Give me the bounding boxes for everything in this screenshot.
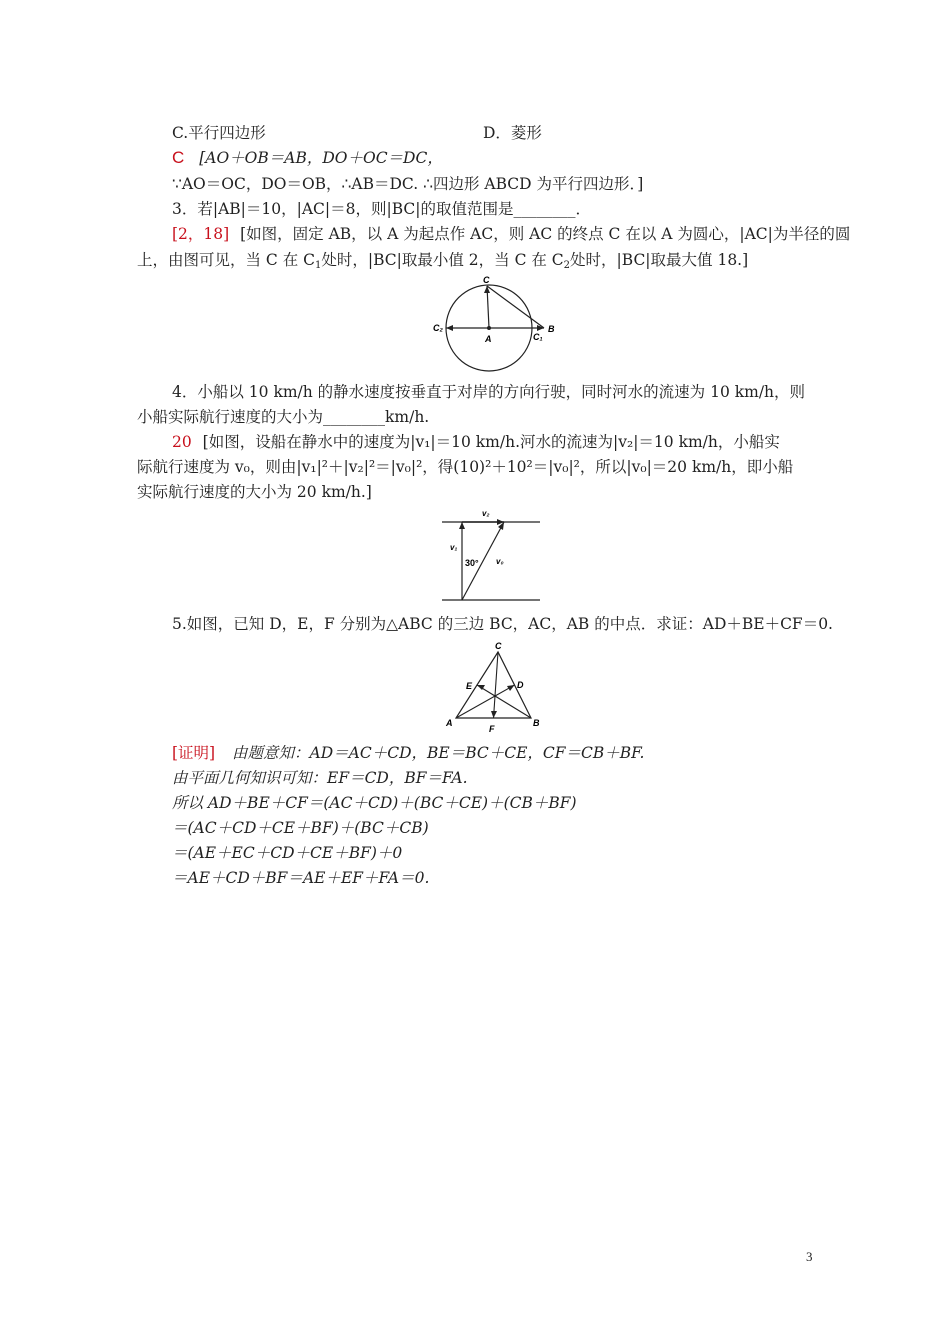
q3-circle-figure	[425, 272, 565, 376]
arrow-c2	[446, 325, 453, 331]
q4-explain1: [如图，设船在静水中的速度为|v₁|＝10 km/h.河水的流速为|v₂|＝10 km/h，小船实	[202, 433, 780, 451]
proof-line-3: 所以 AD＋BE＋CF＝(AC＋CD)＋(BC＋CE)＋(CB＋BF)	[172, 794, 577, 812]
q5-triangle-figure	[440, 640, 550, 736]
proof-line-4: ＝(AC＋CD＋CE＋BF)＋(BC＋CB)	[172, 819, 429, 837]
proof-line1-text: 由题意知：AD＝AC＋CD，BE＝BC＋CE，CF＝CB＋BF.	[232, 744, 645, 762]
proof-line-6: ＝AE＋CD＋BF＝AE＋EF＋FA＝0.	[172, 869, 430, 887]
q4-explain-line1	[172, 432, 780, 452]
label-e: E	[466, 681, 473, 691]
q3-stem: 3．若|AB|＝10，|AC|＝8，则|BC|的取值范围是________．	[172, 200, 591, 218]
median-cf	[494, 652, 499, 718]
q3-explain2-a: 上，由图可见，当 C 在 C	[137, 251, 316, 269]
label-a: A	[485, 334, 492, 344]
point-a	[487, 326, 491, 330]
proof-line-2: 由平面几何知识可知：EF＝CD，BF＝FA.	[172, 769, 468, 787]
arrow-f	[491, 711, 497, 718]
q3-answer: [2，18]	[172, 225, 230, 243]
label-c2: C₂	[433, 323, 443, 333]
q4-stem-line1: 4．小船以 10 km/h 的静水速度按垂直于对岸的方向行驶，同时河水的流速为 10 km/h，则	[172, 383, 806, 401]
q4-velocity-figure	[440, 506, 544, 604]
q4-stem-line2: 小船实际航行速度的大小为________km/h.	[137, 408, 430, 426]
q3-sub2: 2	[563, 260, 571, 271]
q3-explain-line1	[172, 224, 850, 244]
option-d: D．菱形	[483, 124, 542, 142]
q3-explain2-c: 处时，|BC|取最大值 18.]	[570, 251, 749, 269]
label-f: F	[489, 724, 495, 734]
label-v2: v₂	[482, 509, 490, 518]
label-b: B	[533, 718, 540, 728]
label-v0: v₀	[496, 557, 504, 566]
option-c: C.平行四边形	[172, 124, 266, 142]
page-number: 3	[806, 1249, 813, 1264]
proof-line-5: ＝(AE＋EC＋CD＋CE＋BF)＋0	[172, 844, 403, 862]
label-c1: C₁	[533, 332, 543, 342]
q2-answer	[172, 148, 443, 168]
label-c: C	[483, 275, 490, 285]
label-c: C	[495, 641, 502, 651]
q2-answer-letter: C	[172, 148, 185, 167]
label-angle: 30°	[465, 558, 479, 568]
proof-tag: [证明]	[172, 744, 216, 762]
proof-line-1	[172, 743, 644, 763]
q2-answer-line1: [AO＋OB＝AB，DO＋OC＝DC，	[199, 149, 443, 167]
label-b: B	[548, 324, 555, 334]
v1-arrow	[459, 522, 465, 529]
label-v1: v₁	[450, 543, 458, 552]
q3-sub1: 1	[315, 260, 322, 271]
cb-line	[487, 286, 544, 328]
q2-answer-line2: ∵AO＝OC，DO＝OB，∴AB＝DC. ∴四边形 ABCD 为平行四边形．]	[172, 175, 644, 193]
q4-answer: 20	[172, 433, 192, 451]
label-d: D	[517, 680, 524, 690]
q3-explain2-b: 处时，|BC|取最小值 2，当 C 在 C	[321, 251, 564, 269]
q4-explain-line3: 实际航行速度的大小为 20 km/h.]	[137, 483, 372, 501]
q3-explain1: [如图，固定 AB，以 A 为起点作 AC，则 AC 的终点 C 在以 A 为圆心，|AC|为半径的圆	[240, 225, 851, 243]
label-a: A	[446, 718, 453, 728]
q5-stem: 5.如图，已知 D，E，F 分别为△ABC 的三边 BC，AC，AB 的中点．求证：AD＋BE＋CF＝0.	[172, 615, 833, 633]
q4-explain-line2: 际航行速度为 v₀，则由|v₁|²＋|v₂|²＝|v₀|²，得(10)²＋10²＝|v₀|²，所以|v₀|＝20 km/h，即小船	[137, 458, 794, 476]
